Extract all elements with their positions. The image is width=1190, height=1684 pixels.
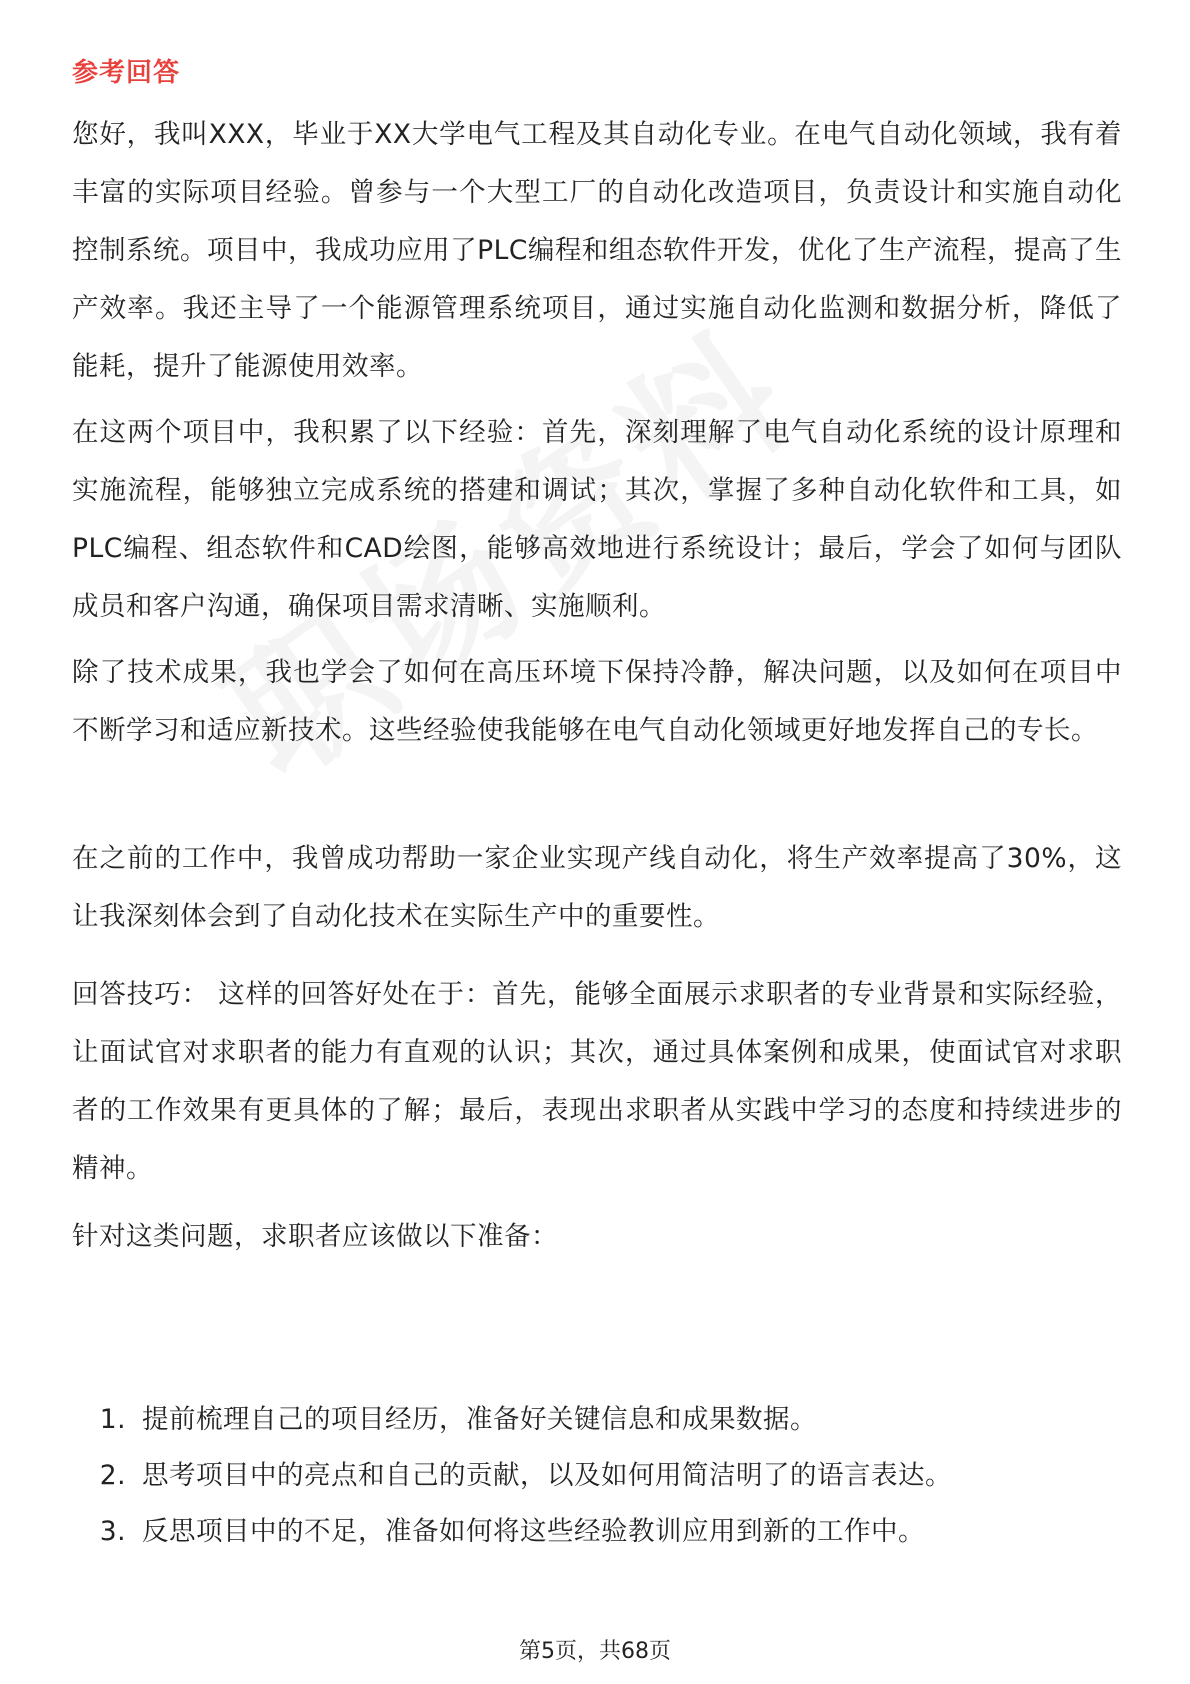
list-item (72, 1504, 1122, 1560)
section-heading: 参考回答 (72, 58, 181, 88)
answer-paragraph-4: 在之前的工作中，我曾成功帮助一家企业实现产线自动化，将生产效率提高了30%，这让我深刻体会到了自动化技术在实际生产中的重要性。 (72, 843, 1122, 932)
list-item (72, 1448, 1122, 1504)
answer-paragraph-2: 在这两个项目中，我积累了以下经验：首先，深刻理解了电气自动化系统的设计原理和实施流程，能够独立完成系统的搭建和调试；其次，掌握了多种自动化软件和工具，如PLC编程、组态软件和CAD绘图，能够高效地进行系统设计；最后，学会了如何与团队成员和客户沟通，确保项目需求清晰、实施顺利。 (72, 417, 1122, 622)
answer-paragraph-1: 您好，我叫XXX，毕业于XX大学电气工程及其自动化专业。在电气自动化领域，我有着丰富的实际项目经验。曾参与一个大型工厂的自动化改造项目，负责设计和实施自动化控制系统。项目中，我成功应用了PLC编程和组态软件开发，优化了生产流程，提高了生产效率。我还主导了一个能源管理系统项目，通过实施自动化监测和数据分析，降低了能耗，提升了能源使用效率。 (72, 119, 1122, 382)
list-text: 提前梳理自己的项目经历，准备好关键信息和成果数据。 (142, 1404, 817, 1435)
list-number: 1. (99, 1404, 126, 1435)
preparation-intro: 针对这类问题，求职者应该做以下准备： (72, 1221, 558, 1252)
page-number-footer: 第5页，共68页 (519, 1639, 671, 1664)
preparation-list (72, 1392, 1122, 1560)
tips-paragraph: 回答技巧： 这样的回答好处在于：首先，能够全面展示求职者的专业背景和实际经验，让面试官对求职者的能力有直观的认识；其次，通过具体案例和成果，使面试官对求职者的工作效果有更具体的了解；最后，表现出求职者从实践中学习的态度和持续进步的精神。 (72, 979, 1122, 1184)
list-number: 3. (99, 1516, 126, 1547)
answer-paragraph-3: 除了技术成果，我也学会了如何在高压环境下保持冷静，解决问题，以及如何在项目中不断学习和适应新技术。这些经验使我能够在电气自动化领域更好地发挥自己的专长。 (72, 657, 1122, 746)
list-number: 2. (99, 1460, 126, 1491)
list-text: 反思项目中的不足，准备如何将这些经验教训应用到新的工作中。 (142, 1516, 925, 1547)
list-item (72, 1392, 1122, 1448)
list-text: 思考项目中的亮点和自己的贡献，以及如何用简洁明了的语言表达。 (142, 1460, 952, 1491)
